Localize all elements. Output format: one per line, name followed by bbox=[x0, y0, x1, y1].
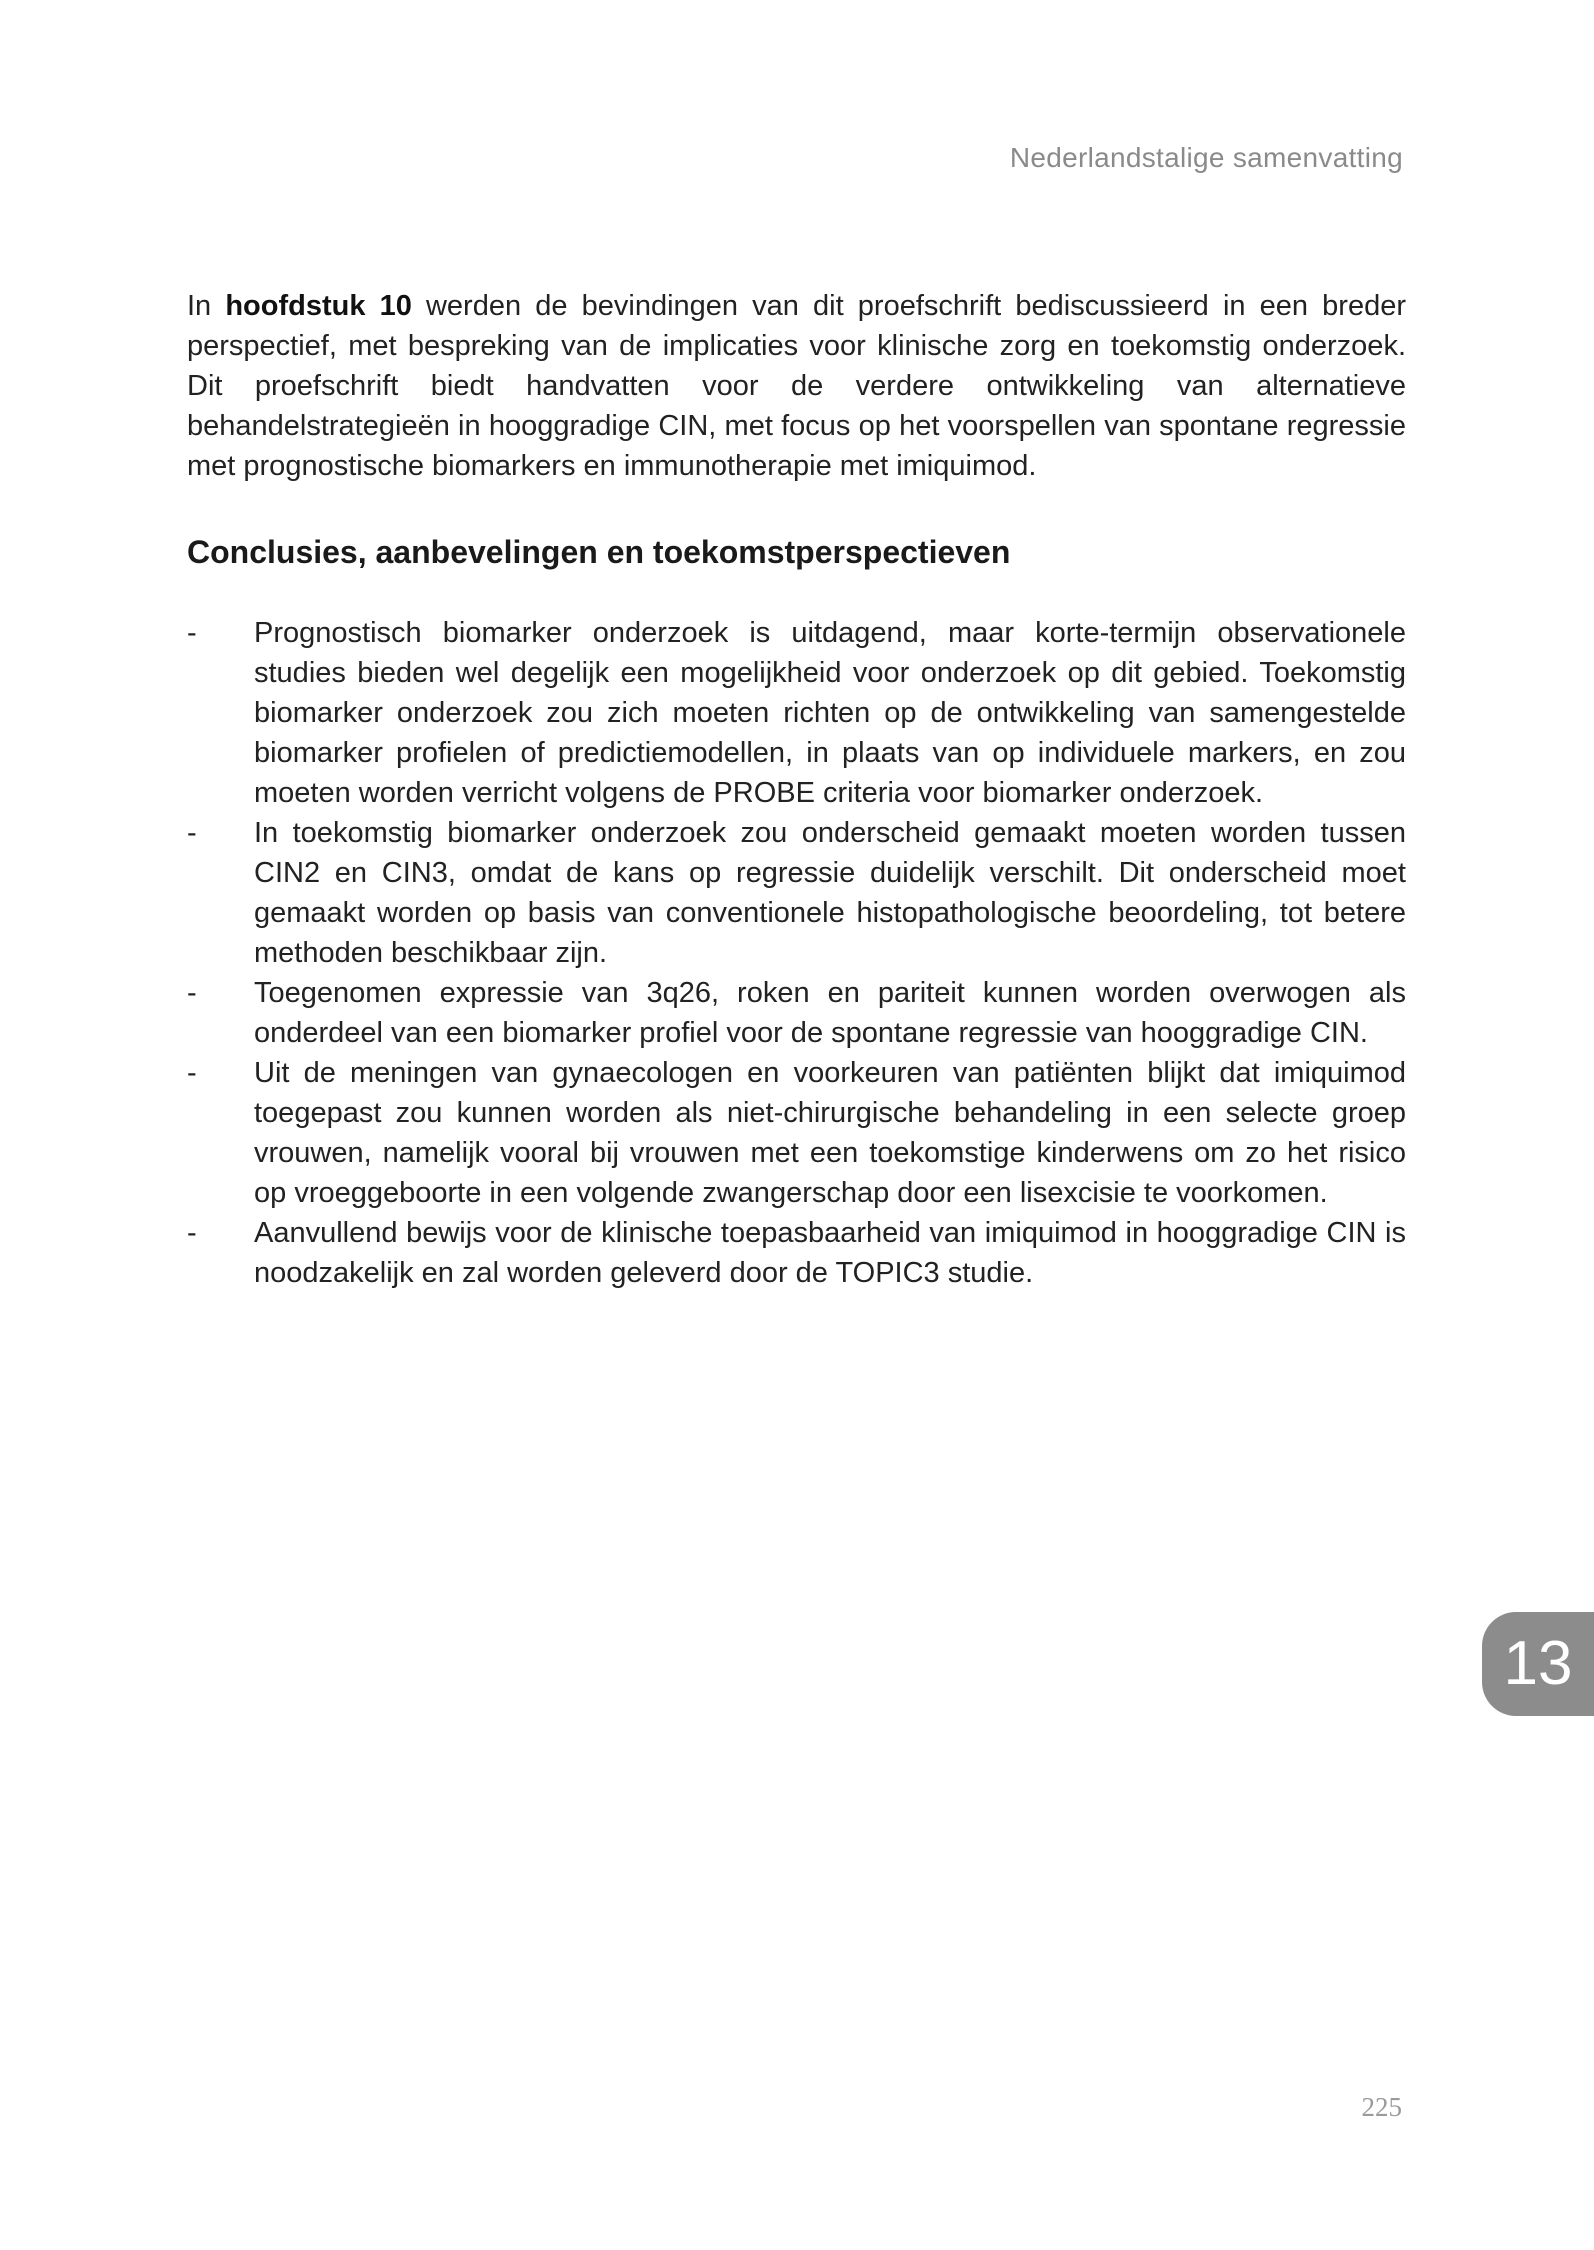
bullet-dash: - bbox=[187, 1217, 197, 1249]
chapter-tab: 13 bbox=[1482, 1612, 1594, 1716]
list-item-text: Uit de meningen van gynaecologen en voorkeuren van patiënten blijkt dat imiquimod toegepast zou kunnen worden als niet-chirurgische behandeling in een selecte groep vrouwen, namelijk vooral bij vrouwen met een toekomstige kinderwens om zo het risico op vroeggeboorte in een volgende zwangerschap door een lisexcisie te voorkomen. bbox=[254, 1057, 1406, 1209]
bullet-dash: - bbox=[187, 1057, 197, 1089]
bullet-dash: - bbox=[187, 817, 197, 849]
list-item-text: Prognostisch biomarker onderzoek is uitdagend, maar korte-termijn observationele studies bieden wel degelijk een mogelijkheid voor onderzoek op dit gebied. Toekomstig biomarker onderzoek zou zich moeten richten op de ontwikkeling van samengestelde biomarker profielen of predictiemodellen, in plaats van op individuele markers, en zou moeten worden verricht volgens de PROBE criteria voor biomarker onderzoek. bbox=[254, 617, 1406, 809]
conclusions-list bbox=[187, 613, 1406, 1293]
intro-chapter-reference: hoofdstuk 10 bbox=[225, 290, 412, 322]
bullet-dash: - bbox=[187, 977, 197, 1009]
list-item bbox=[187, 973, 1406, 1053]
intro-paragraph bbox=[187, 286, 1406, 486]
bullet-dash: - bbox=[187, 617, 197, 649]
list-item bbox=[187, 813, 1406, 973]
list-item-text: Toegenomen expressie van 3q26, roken en pariteit kunnen worden overwogen als onderdeel van een biomarker profiel voor de spontane regressie van hooggradige CIN. bbox=[254, 977, 1406, 1049]
list-item bbox=[187, 1213, 1406, 1293]
page-content bbox=[187, 286, 1406, 1293]
list-item-text: Aanvullend bewijs voor de klinische toepasbaarheid van imiquimod in hooggradige CIN is noodzakelijk en zal worden geleverd door de TOPIC3 studie. bbox=[254, 1217, 1406, 1289]
list-item bbox=[187, 613, 1406, 813]
list-item bbox=[187, 1053, 1406, 1213]
running-header: Nederlandstalige samenvatting bbox=[1009, 142, 1403, 173]
page-number: 225 bbox=[1361, 2092, 1402, 2122]
intro-body: werden de bevindingen van dit proefschrift bediscussieerd in een breder perspectief, met bespreking van de implicaties voor klinische zorg en toekomstig onderzoek. Dit proefschrift biedt handvatten voor de verdere ontwikkeling van alternatieve behandelstrategieën in hooggradige CIN, met focus op het voorspellen van spontane regressie met prognostische biomarkers en immunotherapie met imiquimod. bbox=[187, 290, 1406, 482]
section-heading: Conclusies, aanbevelingen en toekomstperspectieven bbox=[187, 534, 1011, 570]
intro-prefix: In bbox=[187, 290, 226, 322]
list-item-text: In toekomstig biomarker onderzoek zou onderscheid gemaakt moeten worden tussen CIN2 en CIN3, omdat de kans op regressie duidelijk verschilt. Dit onderscheid moet gemaakt worden op basis van conventionele histopathologische beoordeling, tot betere methoden beschikbaar zijn. bbox=[254, 817, 1406, 969]
